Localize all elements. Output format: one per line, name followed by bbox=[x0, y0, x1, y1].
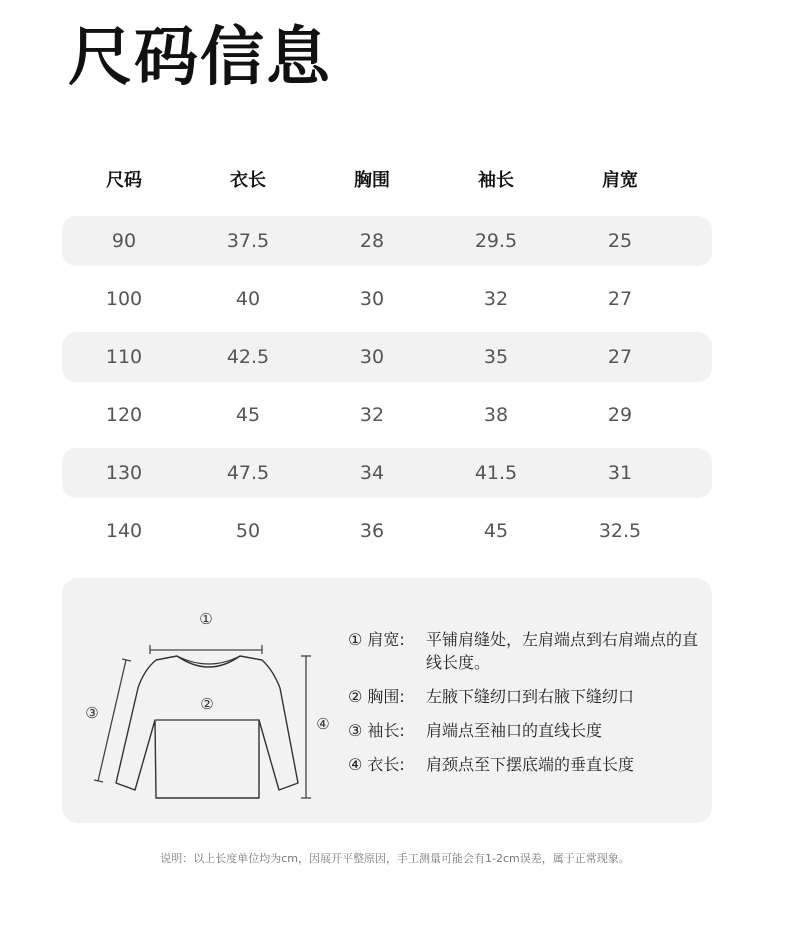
cell-length: 40 bbox=[235, 288, 261, 310]
cell-sleeve: 38 bbox=[483, 404, 509, 426]
cell-size: 90 bbox=[111, 230, 137, 252]
cell-shoulder: 32.5 bbox=[598, 520, 642, 542]
cell-chest: 34 bbox=[359, 462, 385, 484]
cell-sleeve: 29.5 bbox=[474, 230, 518, 252]
header-length: 衣长 bbox=[230, 170, 266, 191]
legend-desc: 肩颈点至下摆底端的垂直长度 bbox=[426, 755, 635, 774]
cell-shoulder: 27 bbox=[607, 288, 633, 310]
cell-chest: 30 bbox=[359, 288, 385, 310]
sleeve-measure-line bbox=[98, 660, 126, 781]
legend-desc: 肩端点至袖口的直线长度 bbox=[426, 721, 603, 740]
measurement-guide bbox=[62, 578, 712, 823]
table-row bbox=[62, 448, 712, 498]
cell-size: 140 bbox=[105, 520, 143, 542]
legend-desc: 平铺肩缝处，左肩端点到右肩端点的直线长度。 bbox=[426, 630, 699, 672]
marker-1: ① bbox=[199, 610, 213, 628]
legend-item-length bbox=[348, 753, 698, 776]
cell-sleeve: 45 bbox=[483, 520, 509, 542]
cell-length: 45 bbox=[235, 404, 261, 426]
table-row bbox=[62, 506, 712, 556]
marker-4: ④ bbox=[316, 715, 330, 733]
cell-size: 120 bbox=[105, 404, 143, 426]
cell-chest: 30 bbox=[359, 346, 385, 368]
marker-3: ③ bbox=[85, 704, 99, 722]
sweater-diagram bbox=[82, 598, 342, 803]
legend-desc: 左腋下缝纫口到右腋下缝纫口 bbox=[426, 687, 635, 706]
legend-label: ④ 衣长: bbox=[348, 755, 405, 774]
legend-item-chest bbox=[348, 685, 698, 708]
cell-shoulder: 27 bbox=[607, 346, 633, 368]
cell-chest: 28 bbox=[359, 230, 385, 252]
cell-size: 100 bbox=[105, 288, 143, 310]
legend-item-sleeve bbox=[348, 719, 698, 742]
legend-label: ③ 袖长: bbox=[348, 721, 405, 740]
footnote: 说明：以上长度单位均为cm，因展开平整原因，手工测量可能会有1-2cm误差，属于正常现象。 bbox=[160, 852, 630, 865]
cell-length: 37.5 bbox=[226, 230, 270, 252]
header-sleeve: 袖长 bbox=[478, 170, 514, 191]
table-row bbox=[62, 216, 712, 266]
table-row bbox=[62, 274, 712, 324]
cell-length: 50 bbox=[235, 520, 261, 542]
cell-shoulder: 25 bbox=[607, 230, 633, 252]
size-table bbox=[62, 150, 712, 556]
table-header bbox=[62, 150, 712, 208]
cell-size: 130 bbox=[105, 462, 143, 484]
legend-item-shoulder bbox=[348, 628, 698, 674]
marker-2: ② bbox=[200, 695, 214, 713]
cell-chest: 36 bbox=[359, 520, 385, 542]
sweater-collar bbox=[177, 656, 240, 664]
header-chest: 胸围 bbox=[354, 170, 390, 191]
cell-chest: 32 bbox=[359, 404, 385, 426]
cell-length: 42.5 bbox=[226, 346, 270, 368]
cell-shoulder: 31 bbox=[607, 462, 633, 484]
cell-sleeve: 35 bbox=[483, 346, 509, 368]
table-row bbox=[62, 390, 712, 440]
table-row bbox=[62, 332, 712, 382]
sweater-outline bbox=[116, 656, 298, 798]
cell-sleeve: 41.5 bbox=[474, 462, 518, 484]
legend-label: ① 肩宽: bbox=[348, 630, 405, 649]
cell-length: 47.5 bbox=[226, 462, 270, 484]
page-title: 尺码信息 bbox=[68, 21, 332, 95]
header-size: 尺码 bbox=[106, 170, 142, 191]
cell-size: 110 bbox=[105, 346, 143, 368]
legend-label: ② 胸围: bbox=[348, 687, 405, 706]
header-shoulder: 肩宽 bbox=[602, 170, 638, 191]
cell-shoulder: 29 bbox=[607, 404, 633, 426]
cell-sleeve: 32 bbox=[483, 288, 509, 310]
measurement-legend bbox=[348, 628, 698, 776]
